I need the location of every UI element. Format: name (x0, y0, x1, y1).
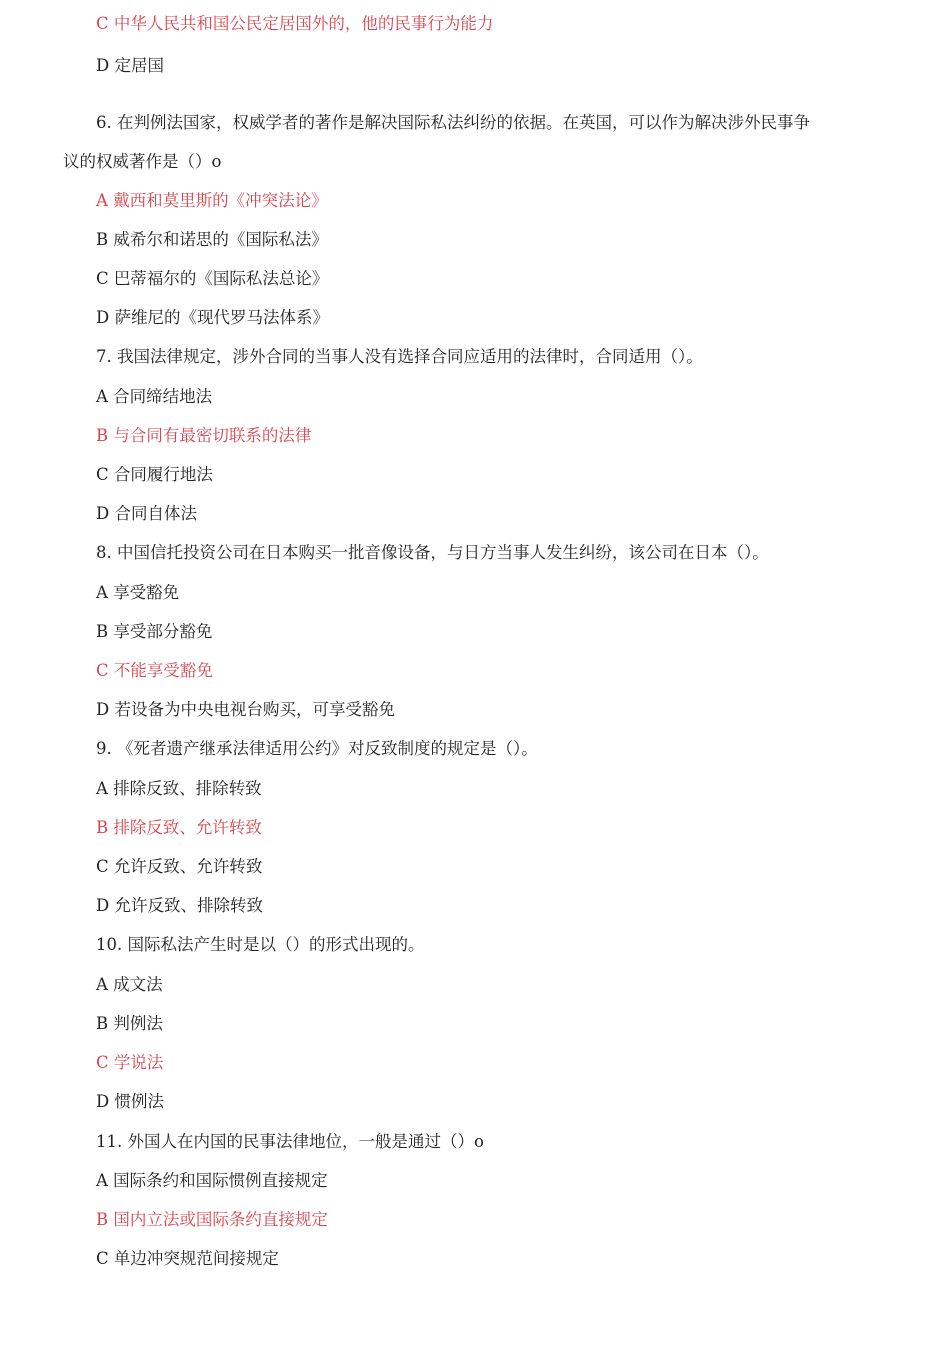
option-line: A 戴西和莫里斯的《冲突法论》 (96, 191, 328, 210)
option-line: A 国际条约和国际惯例直接规定 (96, 1171, 328, 1190)
option-line: C 学说法 (96, 1053, 164, 1072)
option-line: C 合同履行地法 (96, 465, 213, 484)
option-line: D 萨维尼的《现代罗马法体系》 (96, 308, 329, 327)
option-line: C 中华人民共和国公民定居国外的，他的民事行为能力 (96, 14, 494, 33)
option-line: C 允许反致、允许转致 (96, 857, 263, 876)
option-line: B 国内立法或国际条约直接规定 (96, 1210, 328, 1229)
option-line: B 排除反致、允许转致 (96, 818, 262, 837)
option-line: D 若设备为中央电视台购买，可享受豁免 (96, 700, 395, 719)
question-text: 11. 外国人在内国的民事法律地位，一般是通过（）o (96, 1132, 484, 1151)
option-line: B 与合同有最密切联系的法律 (96, 426, 312, 445)
option-line: A 排除反致、排除转致 (96, 779, 262, 798)
option-line: A 享受豁免 (96, 583, 180, 602)
option-line: C 单边冲突规范间接规定 (96, 1249, 279, 1268)
question-text-continued: 议的权威著作是（）o (63, 152, 222, 171)
question-text: 7. 我国法律规定，涉外合同的当事人没有选择合同应适用的法律时，合同适用（）。 (96, 347, 703, 366)
option-line: A 合同缔结地法 (96, 387, 213, 406)
option-line: D 惯例法 (96, 1092, 164, 1111)
option-line: C 巴蒂福尔的《国际私法总论》 (96, 269, 329, 288)
option-line: A 成文法 (96, 975, 163, 994)
option-line: C 不能享受豁免 (96, 661, 213, 680)
question-text: 6. 在判例法国家，权威学者的著作是解决国际私法纠纷的依据。在英国，可以作为解决涉外民事争 (96, 113, 810, 132)
option-line: D 合同自体法 (96, 504, 197, 523)
question-text: 8. 中国信托投资公司在日本购买一批音像设备，与日方当事人发生纠纷，该公司在日本（）。 (96, 543, 769, 562)
option-line: B 享受部分豁免 (96, 622, 213, 641)
question-text: 9. 《死者遗产继承法律适用公约》对反致制度的规定是（）。 (96, 739, 538, 758)
option-line: B 判例法 (96, 1014, 163, 1033)
option-line: B 威希尔和诺思的《国际私法》 (96, 230, 328, 249)
option-line: D 允许反致、排除转致 (96, 896, 263, 915)
question-text: 10. 国际私法产生时是以（）的形式出现的。 (96, 935, 425, 954)
option-line: D 定居国 (96, 56, 164, 75)
